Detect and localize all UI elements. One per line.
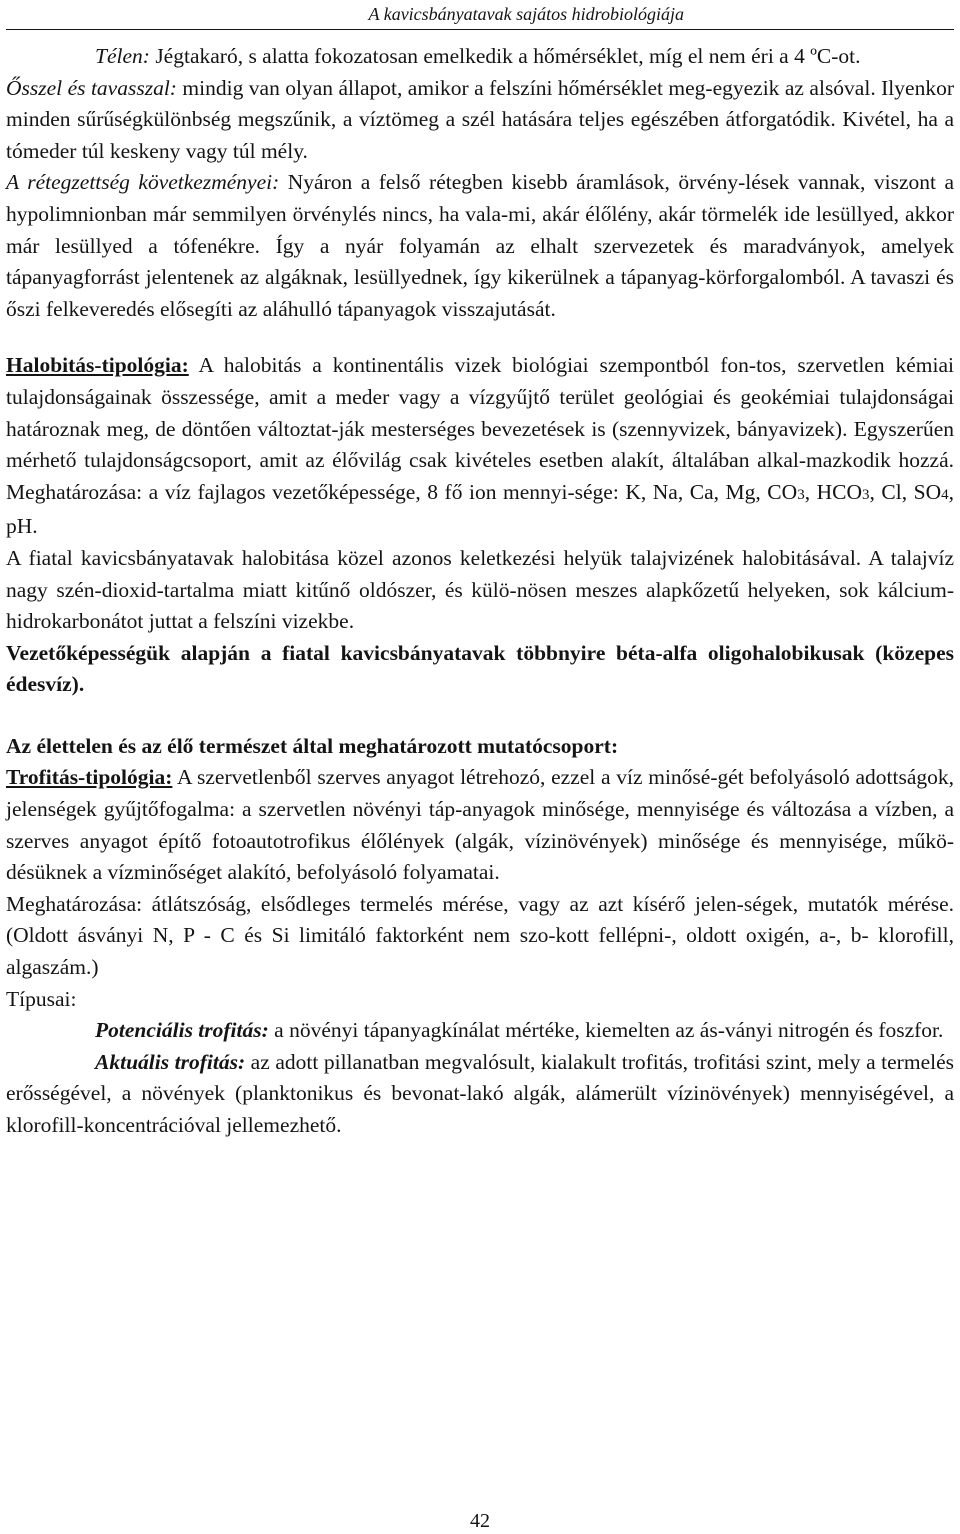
page-number: 42	[470, 1510, 490, 1532]
stratification-label: A rétegzettség következményei:	[6, 170, 280, 195]
halobity-label: Halobitás-tipológia:	[6, 353, 189, 378]
halobity-text: A halobitás a kontinentális vizek biológiai szempontból fon-tos, szervetlen kémiai tulajdonságainak összessége, amit a meder vagy a vízgyűjtő terület geológiai és geokémiai tulajdonságai határoznak meg, de döntően változtat-ják mesterséges bevezetések is (szennyvizek, bányavizek). Egyszerűen mérhető tulajdonságcsoport, amit az élővilág csak kivételes esetben alakít, általában alkal-mazkodik hozzá. Meghatározása: a víz fajlagos vezetőképessége, 8 fő ion mennyi-sége: K, Na, Ca, Mg, CO	[6, 353, 954, 504]
actual-text: az adott pillanatban megvalósult, kialakult trofitás, trofitási szint, mely a termelés erősségével, a növények (planktonikus és bevonat-lakó algák, alámerült vízinövények) mennyiségével, a klorofill-koncentrációval jellemezhető.	[6, 1049, 954, 1137]
paragraph-trophy	[6, 762, 954, 888]
trophy-label: Trofitás-tipológia:	[6, 765, 173, 790]
autumn-spring-label: Ősszel és tavasszal:	[6, 75, 177, 100]
trophy-text: A szervetlenből szerves anyagot létrehozó, ezzel a víz minősé-gét befolyásoló adottságok, jelenségek gyűjtőfogalma: a szervetlen növényi táp-anyagok minősége, mennyisége és változása a vízben, a szerves anyagot építő fotoautotrofikus élőlények (algák, vízinövények) minősége és mennyisége, műkö-désüknek a vízminőséget alakító, befolyásoló folyamatai.	[6, 765, 954, 885]
potential-text: a növényi tápanyagkínálat mértéke, kiemelten az ás-ványi nitrogén és foszfor.	[268, 1018, 944, 1043]
stratification-text: Nyáron a felső rétegben kisebb áramlások, örvény-lések vannak, viszont a hypolimnionban már semmilyen örvénylés nincs, ha vala-mi, akár élőlény, akár törmelék ide lesüllyed, akkor már lesüllyed a tófenékre. Így a nyár folyamán az elhalt szervezetek és maradványok, amelyek tápanyagforrást jelentenek az algáknak, lesüllyednek, így kikerülnek a tápanyag-körforgalomból. A tavaszi és őszi felkeveredés elősegíti az aláhulló tápanyagok visszajutását.	[6, 170, 954, 321]
hco3-subscript: 3	[862, 486, 870, 503]
paragraph-potential-trophy	[6, 1015, 954, 1047]
paragraph-conductivity-conclusion: Vezetőképességük alapján a fiatal kavicsbányatavak többnyire béta-alfa oligohalobikusak (közepes édesvíz).	[6, 640, 954, 697]
paragraph-young-lakes: A fiatal kavicsbányatavak halobitása közel azonos keletkezési helyük talajvizének halobitásával. A talajvíz nagy szén-dioxid-tartalma miatt kitűnő oldószer, és külö-nösen meszes alapkőzetű helyeken, sok kálcium- hidrokarbonátot juttat a felszíni vizekbe.	[6, 545, 954, 634]
actual-label: Aktuális trofitás:	[95, 1049, 246, 1074]
paragraph-halobity	[6, 350, 954, 543]
winter-label: Télen:	[95, 44, 150, 68]
paragraph-determination: Meghatározása: átlátszóság, elsődleges termelés mérése, vagy az azt kísérő jelen-ségek, mutatók mérése. (Oldott ásványi N, P - C és Si limitáló faktorként nem szo-kott fellépni-, oldott oxigén, a-, b- klorofill, algaszám.)	[6, 891, 954, 980]
halobity-sep1: , HCO	[804, 479, 862, 504]
running-header: A kavicsbányatavak sajátos hidrobiológiája	[368, 4, 684, 24]
paragraph-actual-trophy	[6, 1047, 954, 1142]
types-label: Típusai:	[6, 986, 77, 1011]
paragraph-autumn-spring	[6, 73, 954, 168]
paragraph-stratification	[6, 167, 954, 325]
halobity-end: , pH.	[6, 479, 954, 539]
so4-subscript: 4	[941, 486, 949, 503]
co3-subscript: 3	[797, 486, 805, 503]
page-body	[6, 41, 954, 1142]
autumn-spring-text: mindig van olyan állapot, amikor a felszíni hőmérséklet meg-egyezik az alsóval. Ilyenkor minden sűrűségkülönbség megszűnik, a víztömeg a szél hatására teljes egészében átforgatódik. Kivétel, ha a tómeder túl keskeny vagy túl mély.	[6, 75, 954, 163]
header-rule	[6, 29, 954, 30]
paragraph-winter	[6, 41, 954, 73]
halobity-sep2: , Cl, SO	[869, 479, 942, 504]
winter-text: Jégtakaró, s alatta fokozatosan emelkedik a hőmérséklet, míg el nem éri a 4 ºC-ot.	[149, 44, 861, 68]
potential-label: Potenciális trofitás:	[95, 1018, 269, 1043]
indicator-group-heading: Az élettelen és az élő természet által meghatározott mutatócsoport:	[6, 733, 619, 758]
